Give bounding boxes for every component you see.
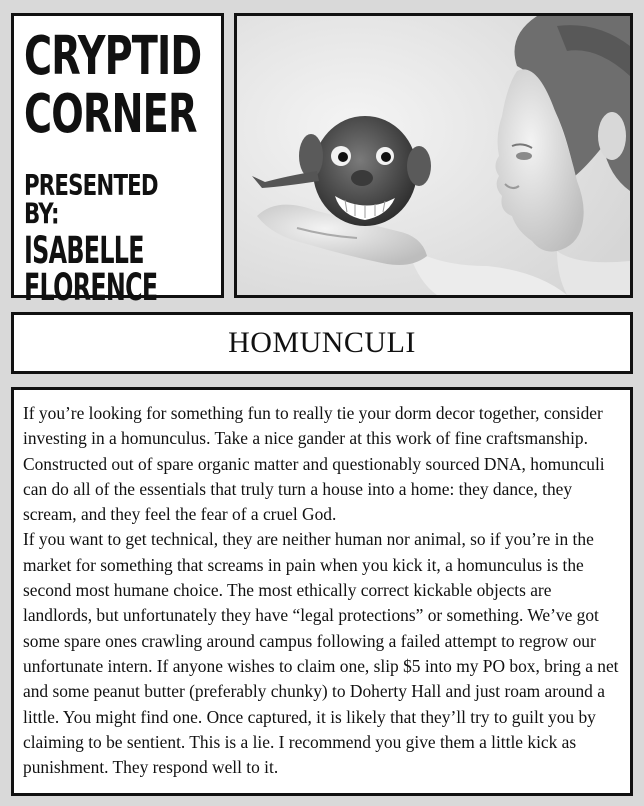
article-body [23,401,622,780]
article-body-box [11,387,633,796]
masthead-box [11,13,224,310]
presented-by-label: PRESENTED BY: [24,169,158,232]
photo-homunculus-child-icon [237,16,630,295]
article-title: HOMUNCULI [228,326,416,359]
article-photo [234,13,633,298]
article-paragraph-2: If you want to get technical, they are neither human nor animal, so if you’re in the market for something that screams in pain when you kick it, a homunculus is the second most humane choice. The most ethically correct kickable objects are landlords, but unfortunately they have “legal protections” or something. We’ve got some spare ones crawling around campus following a failed attempt to regrow our unfortunate intern. If anyone wishes to claim one, slip $5 into my PO box, bring a net and some peanut butter (preferably chunky) to Doherty Hall and just roam around a little. You might find one. Once captured, it is likely that they’ll try to guilt you by claiming to be sentient. This is a lie. I recommend you give them a little kick as punishment. They respond well to it. [23,529,619,778]
author-name-line-2: FLORENCE [24,265,158,310]
article-paragraph-1: If you’re looking for something fun to really tie your dorm decor together, consider investing in a homunculus. Take a nice gander at this work of fine craftsmanship. Constructed out of spare organic matter and questionably sourced DNA, homunculi can do all of the essentials that truly turn a house into a home: they dance, they scream, and they feel the fear of a cruel God. [23,403,605,525]
author-name-line-1: ISABELLE [24,228,144,273]
masthead-title-line-2: CORNER [24,83,197,146]
article-title-box [11,312,633,374]
masthead-title-line-1: CRYPTID [24,25,202,88]
